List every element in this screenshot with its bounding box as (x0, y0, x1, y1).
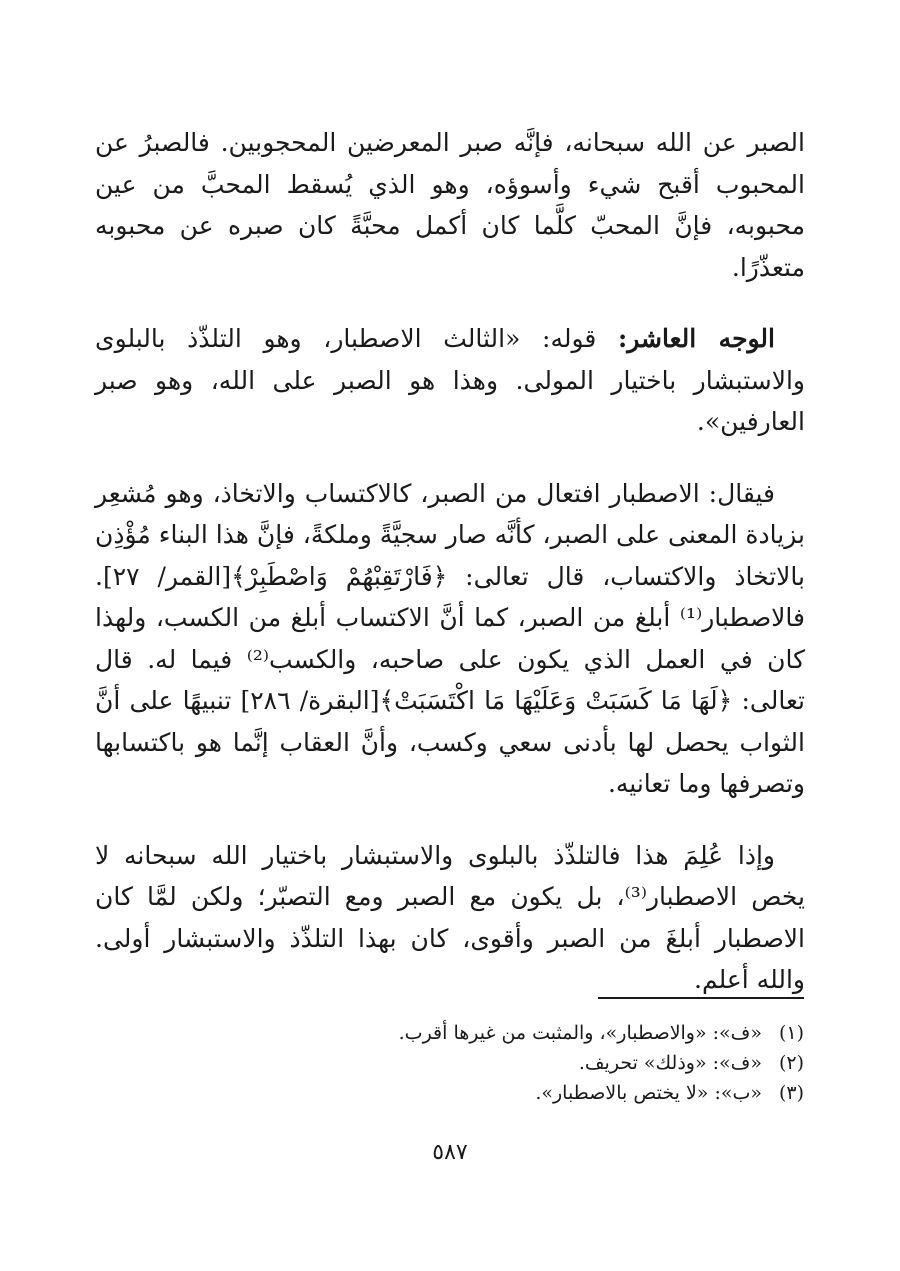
page-number: ٥٨٧ (432, 1140, 468, 1165)
paragraph-2 (95, 318, 805, 443)
paragraph-3 (95, 473, 805, 805)
footnote-separator (598, 997, 804, 999)
paragraph-2-text: قوله: «الثالث الاصطبار، وهو التلذّذ بالبلوى والاستبشار باختيار المولى. وهذا هو الصبر على الله، وهو صبر العارفين». (95, 324, 805, 436)
footnote-text: «ف»: «والاصطبار»، والمثبت من غيرها أقرب. (398, 1022, 762, 1044)
footnote-1 (104, 1018, 804, 1048)
paragraph-3-text: فيقال: الاصطبار افتعال من الصبر، كالاكتساب والاتخاذ، وهو مُشعِر بزيادة المعنى على الصبر، كأنَّه صار سجيَّةً وملكةً، فإنَّ هذا البناء مُؤْذِن بالاتخاذ والاكتساب، قال تعالى: ﴿فَارْتَقِبْهُمْ وَاصْطَبِرْ﴾[القمر/ ٢٧]. فالاصطبار⁽¹⁾ أبلغ من الصبر، كما أنَّ الاكتساب أبلغ من الكسب، ولهذا كان في العمل الذي يكون على صاحبه، والكسب⁽²⁾ فيما له. قال تعالى: ﴿لَهَا مَا كَسَبَتْ وَعَلَيْهَا مَا اكْتَسَبَتْ﴾[البقرة/ ٢٨٦] تنبيهًا على أنَّ الثواب يحصل لها بأدنى سعي وكسب، وأنَّ العقاب إنَّما هو باكتسابها وتصرفها وما تعانيه. (95, 478, 806, 798)
footnote-text: «ف»: «وذلك» تحريف. (578, 1052, 762, 1074)
paragraph-2-heading: الوجه العاشر: (618, 324, 775, 353)
paragraph-1-text: الصبر عن الله سبحانه، فإنَّه صبر المعرضين المحجوبين. فالصبرُ عن المحبوب أقبح شيء وأسوؤه، وهو الذي يُسقط المحبَّ من عين محبوبه، فإنَّ المحبّ كلَّما كان أكمل محبَّةً كان صبره عن محبوبه متعذّرًا. (95, 128, 805, 282)
footnote-number: (٢) (778, 1052, 804, 1074)
paragraph-4 (95, 835, 805, 1001)
footnote-2 (104, 1048, 804, 1078)
footnote-number: (١) (778, 1022, 804, 1044)
footnote-text: «ب»: «لا يختص بالاصطبار». (535, 1082, 762, 1104)
footnotes (104, 1018, 804, 1108)
paragraph-4-text: وإذا عُلِمَ هذا فالتلذّذ بالبلوى والاستبشار باختيار الله سبحانه لا يخص الاصطبار⁽³⁾، بل يكون مع الصبر ومع التصبّر؛ ولكن لمَّا كان الاصطبار أبلغَ من الصبر وأقوى، كان بهذا التلذّذ والاستبشار أولى. والله أعلم. (95, 840, 806, 994)
footnote-3 (104, 1078, 804, 1108)
main-text (95, 122, 805, 1031)
paragraph-1 (95, 122, 805, 288)
footnote-number: (٣) (778, 1082, 804, 1104)
